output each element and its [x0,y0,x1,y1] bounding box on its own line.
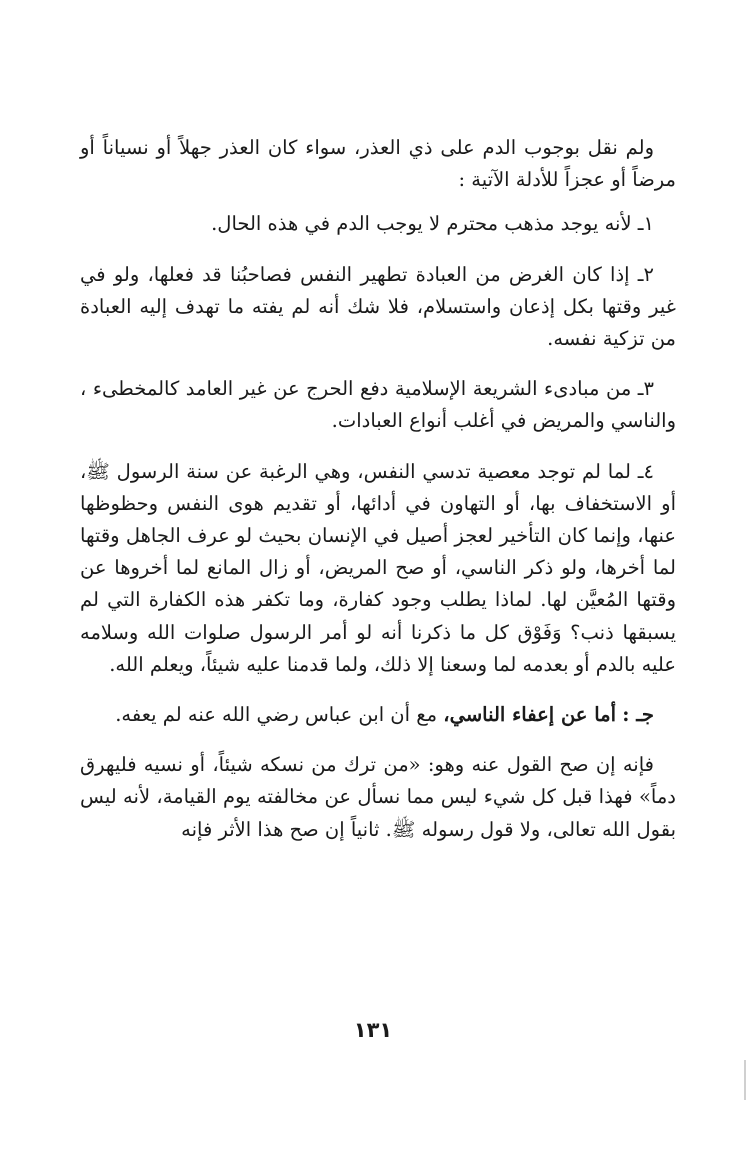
paragraph-intro: ولم نقل بوجوب الدم على ذي العذر، سواء كان العذر جهلاً أو نسياناً أو مرضاً أو عجزاً للأدلة الآتية : [80,136,676,192]
page-number: ١٣١ [353,1018,393,1042]
section-c-text: مع أن ابن عباس رضي الله عنه لم يعفه. [115,703,438,727]
paragraph-response: فإنه إن صح القول عنه وهو: «من ترك من نسكه شيئاً، أو نسيه فليهرق دماً» فهذا قبل كل شيء ليس مما نسأل عن مخالفته يوم القيامة، لأنه ليس بقول الله تعالى، ولا قول رسوله ﷺ. ثانياً إن صح هذا الأثر فإنه [80,753,676,841]
page-body-text [80,132,676,864]
section-c-heading: أما عن إعفاء الناسي، [443,703,617,727]
paragraph-point-3: ٣ـ من مبادىء الشريعة الإسلامية دفع الحرج عن غير العامد كالمخطىء ، والناسي والمريض في أغلب أنواع العبادات. [80,377,676,433]
paragraph-point-1: ١ـ لأنه يوجد مذهب محترم لا يوجب الدم في هذه الحال. [211,212,654,236]
paragraph-section-c [80,699,676,731]
paragraph-point-2: ٢ـ إذا كان الغرض من العبادة تطهير النفس فصاحبُنا قد فعلها، ولو في غير وقتها بكل إذعان واستسلام، فلا شك أنه لم يفته ما تهدف إليه العبادة من تزكية نفسه. [80,262,676,351]
paragraph-point-4: ٤ـ لما لم توجد معصية تدسي النفس، وهي الرغبة عن سنة الرسول ﷺ، أو الاستخفاف بها، أو التهاون في أدائها، أو تقديم هوى النفس وحظوظها عنها، وإنما كان التأخير لعجز أصيل في الإنسان بحيث لو عرف الجاهل وقتها لما أخرها، ولو ذكر الناسي، أو صح المريض، أو زال المانع لما أخروها عن وقتها المُعيَّن لها. لماذا يطلب وجود كفارة، وما تكفر هذه الكفارة التي لم يسبقها ذنب؟ وَفَوْق كل ما ذكرنا أنه لو أمر الرسول صلوات الله وسلامه عليه بالدم أو بعدمه لما وسعنا إلا ذلك، ولما قدمنا عليه شيئاً، ويعلم الله. [80,459,676,676]
section-c-label: جـ : [622,703,654,727]
